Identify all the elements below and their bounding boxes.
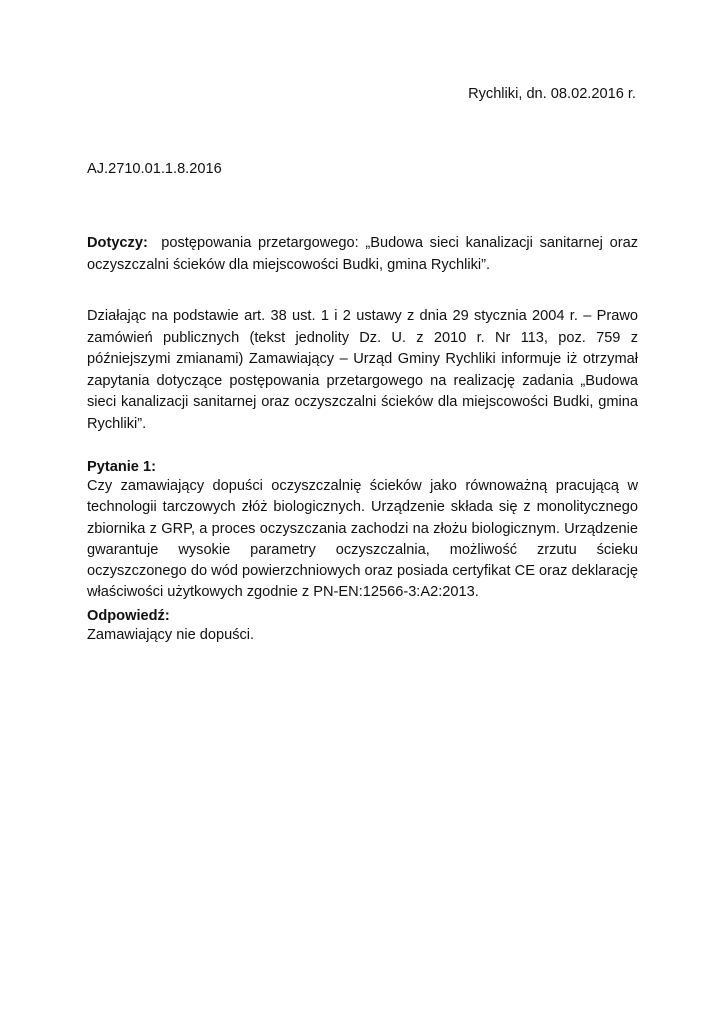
place-date: Rychliki, dn. 08.02.2016 r.	[468, 86, 636, 102]
intro-paragraph: Działając na podstawie art. 38 ust. 1 i 2 ustawy z dnia 29 stycznia 2004 r. – Prawo zamówień publicznych (tekst jednolity Dz. U. z 2010 r. Nr 113, poz. 759 z późniejszymi zmianami) Zamawiający – Urząd Gminy Rychliki informuje iż otrzymał zapytania dotyczące postępowania przetargowego na realizację zadania „Budowa sieci kanalizacji sanitarnej oraz oczyszczalni ścieków dla miejscowości Budki, gmina Rychliki”.	[87, 308, 638, 432]
question-block	[87, 458, 638, 644]
subject-text: postępowania przetargowego: „Budowa sieci kanalizacji sanitarnej oraz oczyszczalni ścieków dla miejscowości Budki, gmina Rychliki”.	[87, 235, 638, 273]
answer-text: Zamawiający nie dopuści.	[87, 626, 255, 643]
subject-paragraph	[87, 233, 638, 276]
question-label: Pytanie 1:	[87, 459, 156, 475]
subject-label: Dotyczy:	[87, 235, 148, 251]
reference-number: AJ.2710.01.1.8.2016	[87, 161, 222, 177]
answer-label: Odpowiedź:	[87, 607, 170, 624]
question-text: Czy zamawiający dopuści oczyszczalnię ścieków jako równoważną pracującą w technologii tarczowych złóż biologicznych. Urządzenie składa się z monolitycznego zbiornika z GRP, a proces oczyszczania zachodzi na złożu biologicznym. Urządzenie gwarantuje wysokie parametry oczyszczalnia, możliwość zrzutu ścieku oczyszczonego do wód powierzchniowych oraz posiada certyfikat CE oraz deklarację właściwości użytkowych zgodnie z PN-EN:12566-3:A2:2013.	[87, 478, 638, 601]
